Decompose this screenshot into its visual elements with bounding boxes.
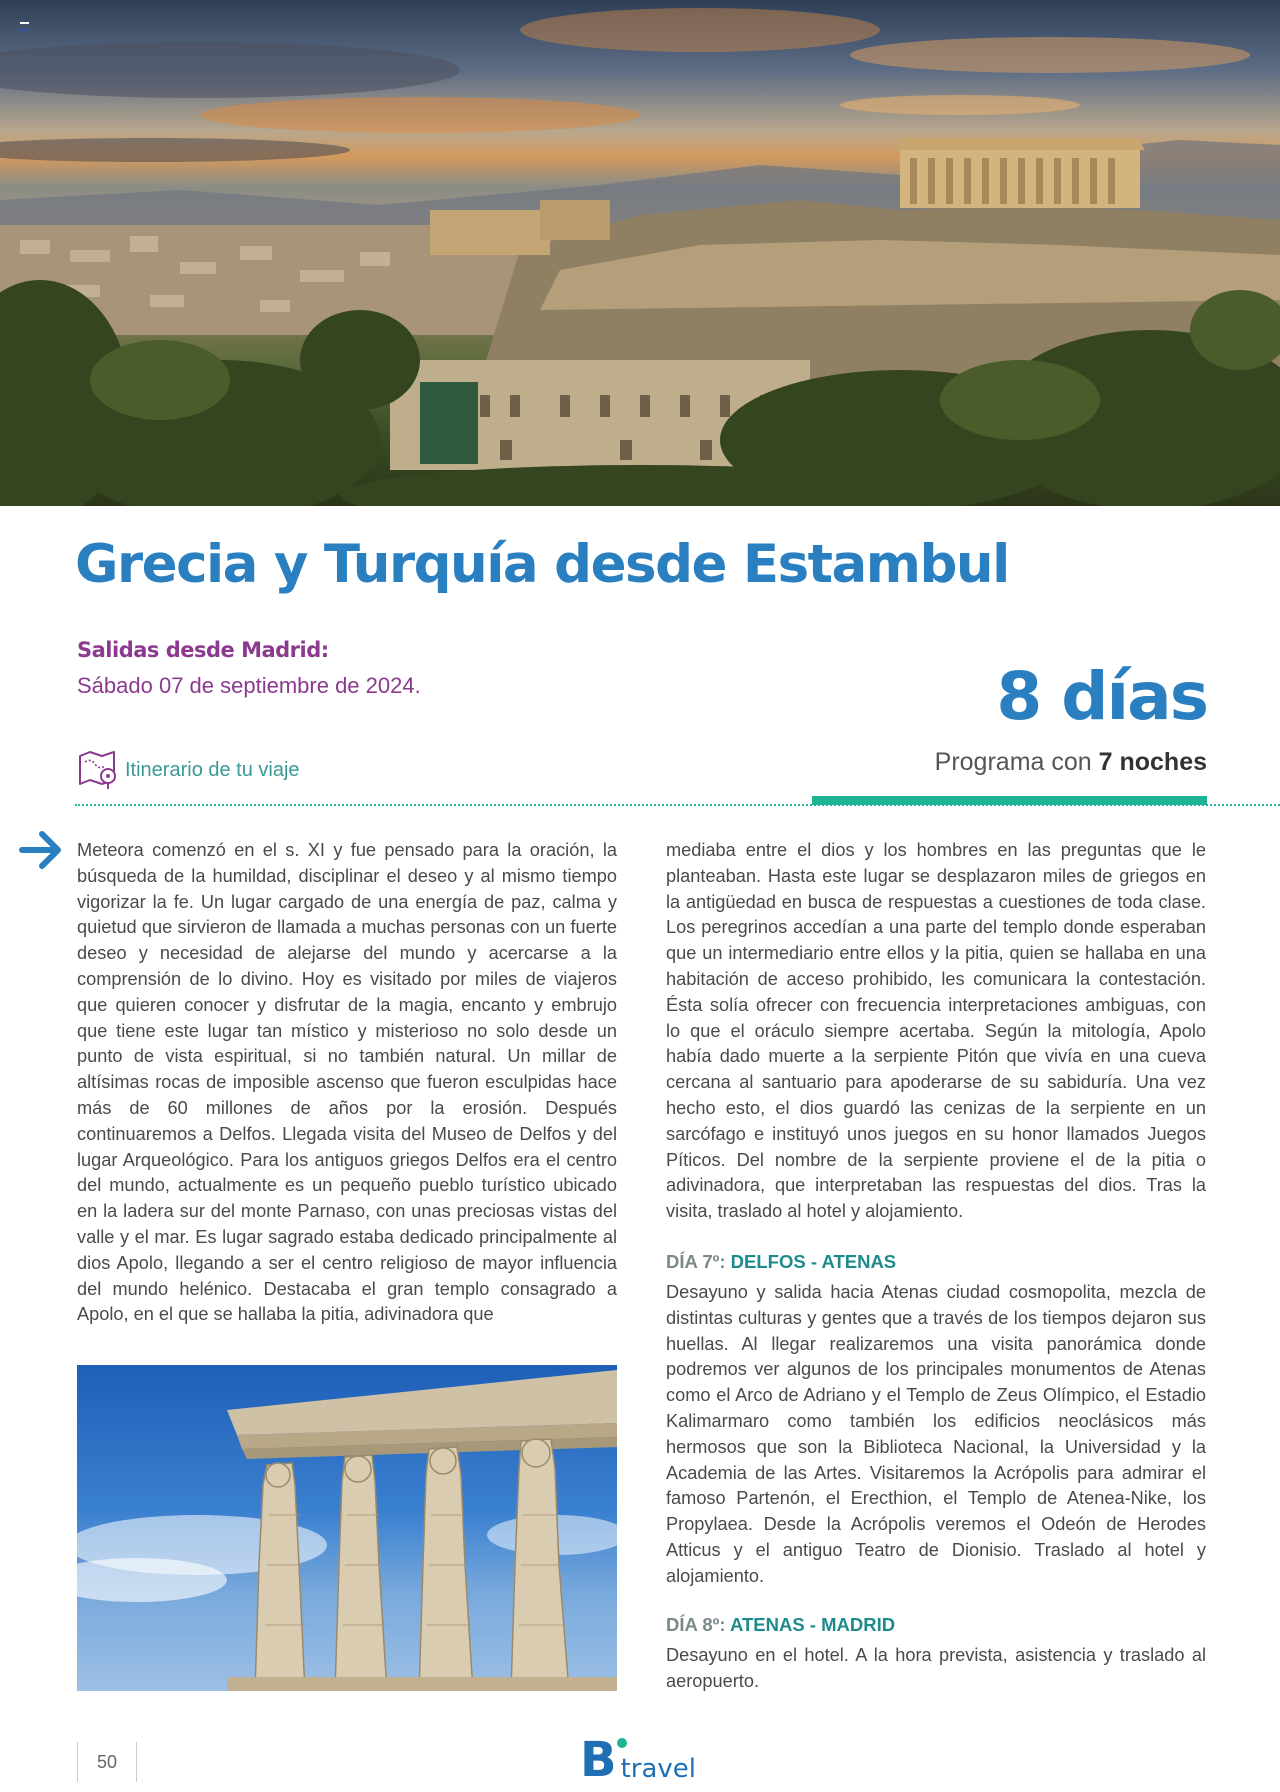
- departure-date: Sábado 07 de septiembre de 2024.: [77, 673, 421, 698]
- day-7-text: Desayuno y salida hacia Atenas ciudad cosmopolita, mezcla de distintas culturas y gentes que a través de los tiempos dejaron sus huellas. Al llegar realizaremos una visita panorámica donde podremos ver algunos de los principales monumentos de Atenas como el Arco de Adriano y el Templo de Zeus Olímpico, el Estadio Kalimarmaro como también los edificios neoclásicos más hermosos que son la Biblioteca Nacional, la Universidad y la Academia de las Artes. Visitaremos la Acrópolis para admirar el famoso Partenón, el Erecthion, el Templo de Atenea-Nike, los Propylaea. Desde la Acrópolis veremos el Odeón de Herodes Atticus y el antiguo Teatro de Dionisio. Traslado al hotel y alojamiento.: [666, 1282, 1206, 1586]
- logo-letter-text: B: [580, 1732, 617, 1788]
- program-prefix: Programa con: [934, 748, 1099, 776]
- departures-label: Salidas desde Madrid:: [77, 638, 329, 662]
- b-travel-logo: [580, 1732, 697, 1788]
- trip-duration-days: 8 días: [996, 658, 1207, 735]
- arrow-right-icon: [18, 828, 64, 872]
- logo-text: travel: [620, 1754, 697, 1784]
- day-8-text: Desayuno en el hotel. A la hora prevista, asistencia y traslado al aeropuerto.: [666, 1645, 1206, 1691]
- map-pin-icon: [77, 750, 119, 790]
- hero-image-acropolis: [0, 0, 1280, 506]
- page-number-text: 50: [96, 1751, 118, 1772]
- body-column-1: Meteora comenzó en el s. XI y fue pensado para la oración, la búsqueda de la humildad, disciplinar el deseo y al mismo tiempo vigorizar la fe. Un lugar cargado de una energía de paz, calma y quietud que sirvieron de llamada a muchas personas con un fuerte deseo y necesidad de alejarse del mundo y acercarse a la comprensión de lo divino. Hoy es visitado por miles de viajeros que quieren conocer y disfrutar de la magia, encanto y embrujo que tiene este lugar tan místico y misterioso no solo desde un punto de vista espiritual, si no también natural. Un millar de altísimas rocas de imposible ascenso que fueron esculpidas hace más de 60 millones de años por la erosión. Después continuaremos a Delfos. Llegada visita del Museo de Delfos y del lugar Arqueológico. Para los antiguos griegos Delfos era el centro del mundo, actualmente es un pequeño pueblo turístico ubicado en la ladera sur del monte Parnaso, con unas preciosas vistas del valle y el mar. Es lugar sagrado estaba dedicado principalmente al dios Apolo, llegando a ser el centro religioso de mayor influencia del mundo helénico. Destacaba el gran templo consagrado a Apolo, en el que se hallaba la pitia, adivinadora que: [77, 840, 617, 1325]
- day-8-route: ATENAS - MADRID: [729, 1614, 896, 1635]
- itinerary-heading: [77, 750, 300, 790]
- page-number: [77, 1742, 137, 1782]
- nights-count: 7 noches: [1098, 748, 1207, 776]
- accent-bar: [812, 796, 1207, 805]
- logo-letter: [580, 1732, 617, 1788]
- caryatids-illustration: [77, 1365, 617, 1691]
- day-7-route: DELFOS - ATENAS: [730, 1251, 897, 1272]
- flag-icon: [20, 22, 29, 31]
- itinerary-label: Itinerario de tu viaje: [125, 758, 300, 781]
- day-7-heading: [666, 1251, 896, 1273]
- nights-program: [935, 748, 1207, 777]
- acropolis-illustration: [0, 0, 1280, 506]
- body-column-2: mediaba entre el dios y los hombres en las preguntas que le planteaban. Hasta este lugar se desplazaron miles de griegos en la antigüedad en busca de respuestas a cuestiones de toda clase. Los peregrinos accedían a una parte del templo donde esperaban que un intermediario entre ellos y la pitia, quien se hallaba en una habitación de acceso prohibido, les comunicara la contestación. Ésta solía ofrecer con frecuencia interpretaciones ambiguas, con lo que el oráculo siempre acertaba. Según la mitología, Apolo había dado muerte a la serpiente Pitón que vivía en una cueva cercana al santuario para apoderarse de su sabiduría. Una vez hecho esto, el dios guardó las cenizas de la serpiente en un sarcófago e instituyó unos juegos en su honor llamados Juegos Píticos. Del nombre de la serpiente proviene el de la pitia o adivinadora, que interpretaban las respuestas del dios. Tras la visita, traslado al hotel y alojamiento.: [666, 840, 1206, 1222]
- caryatids-photo: [77, 1365, 617, 1691]
- logo-dot: [617, 1738, 627, 1748]
- day-8-heading: [666, 1614, 895, 1636]
- day-8-label: DÍA 8º:: [666, 1614, 730, 1635]
- day-7-label: DÍA 7º:: [666, 1251, 731, 1272]
- page-title: Grecia y Turquía desde Estambul: [75, 534, 1009, 595]
